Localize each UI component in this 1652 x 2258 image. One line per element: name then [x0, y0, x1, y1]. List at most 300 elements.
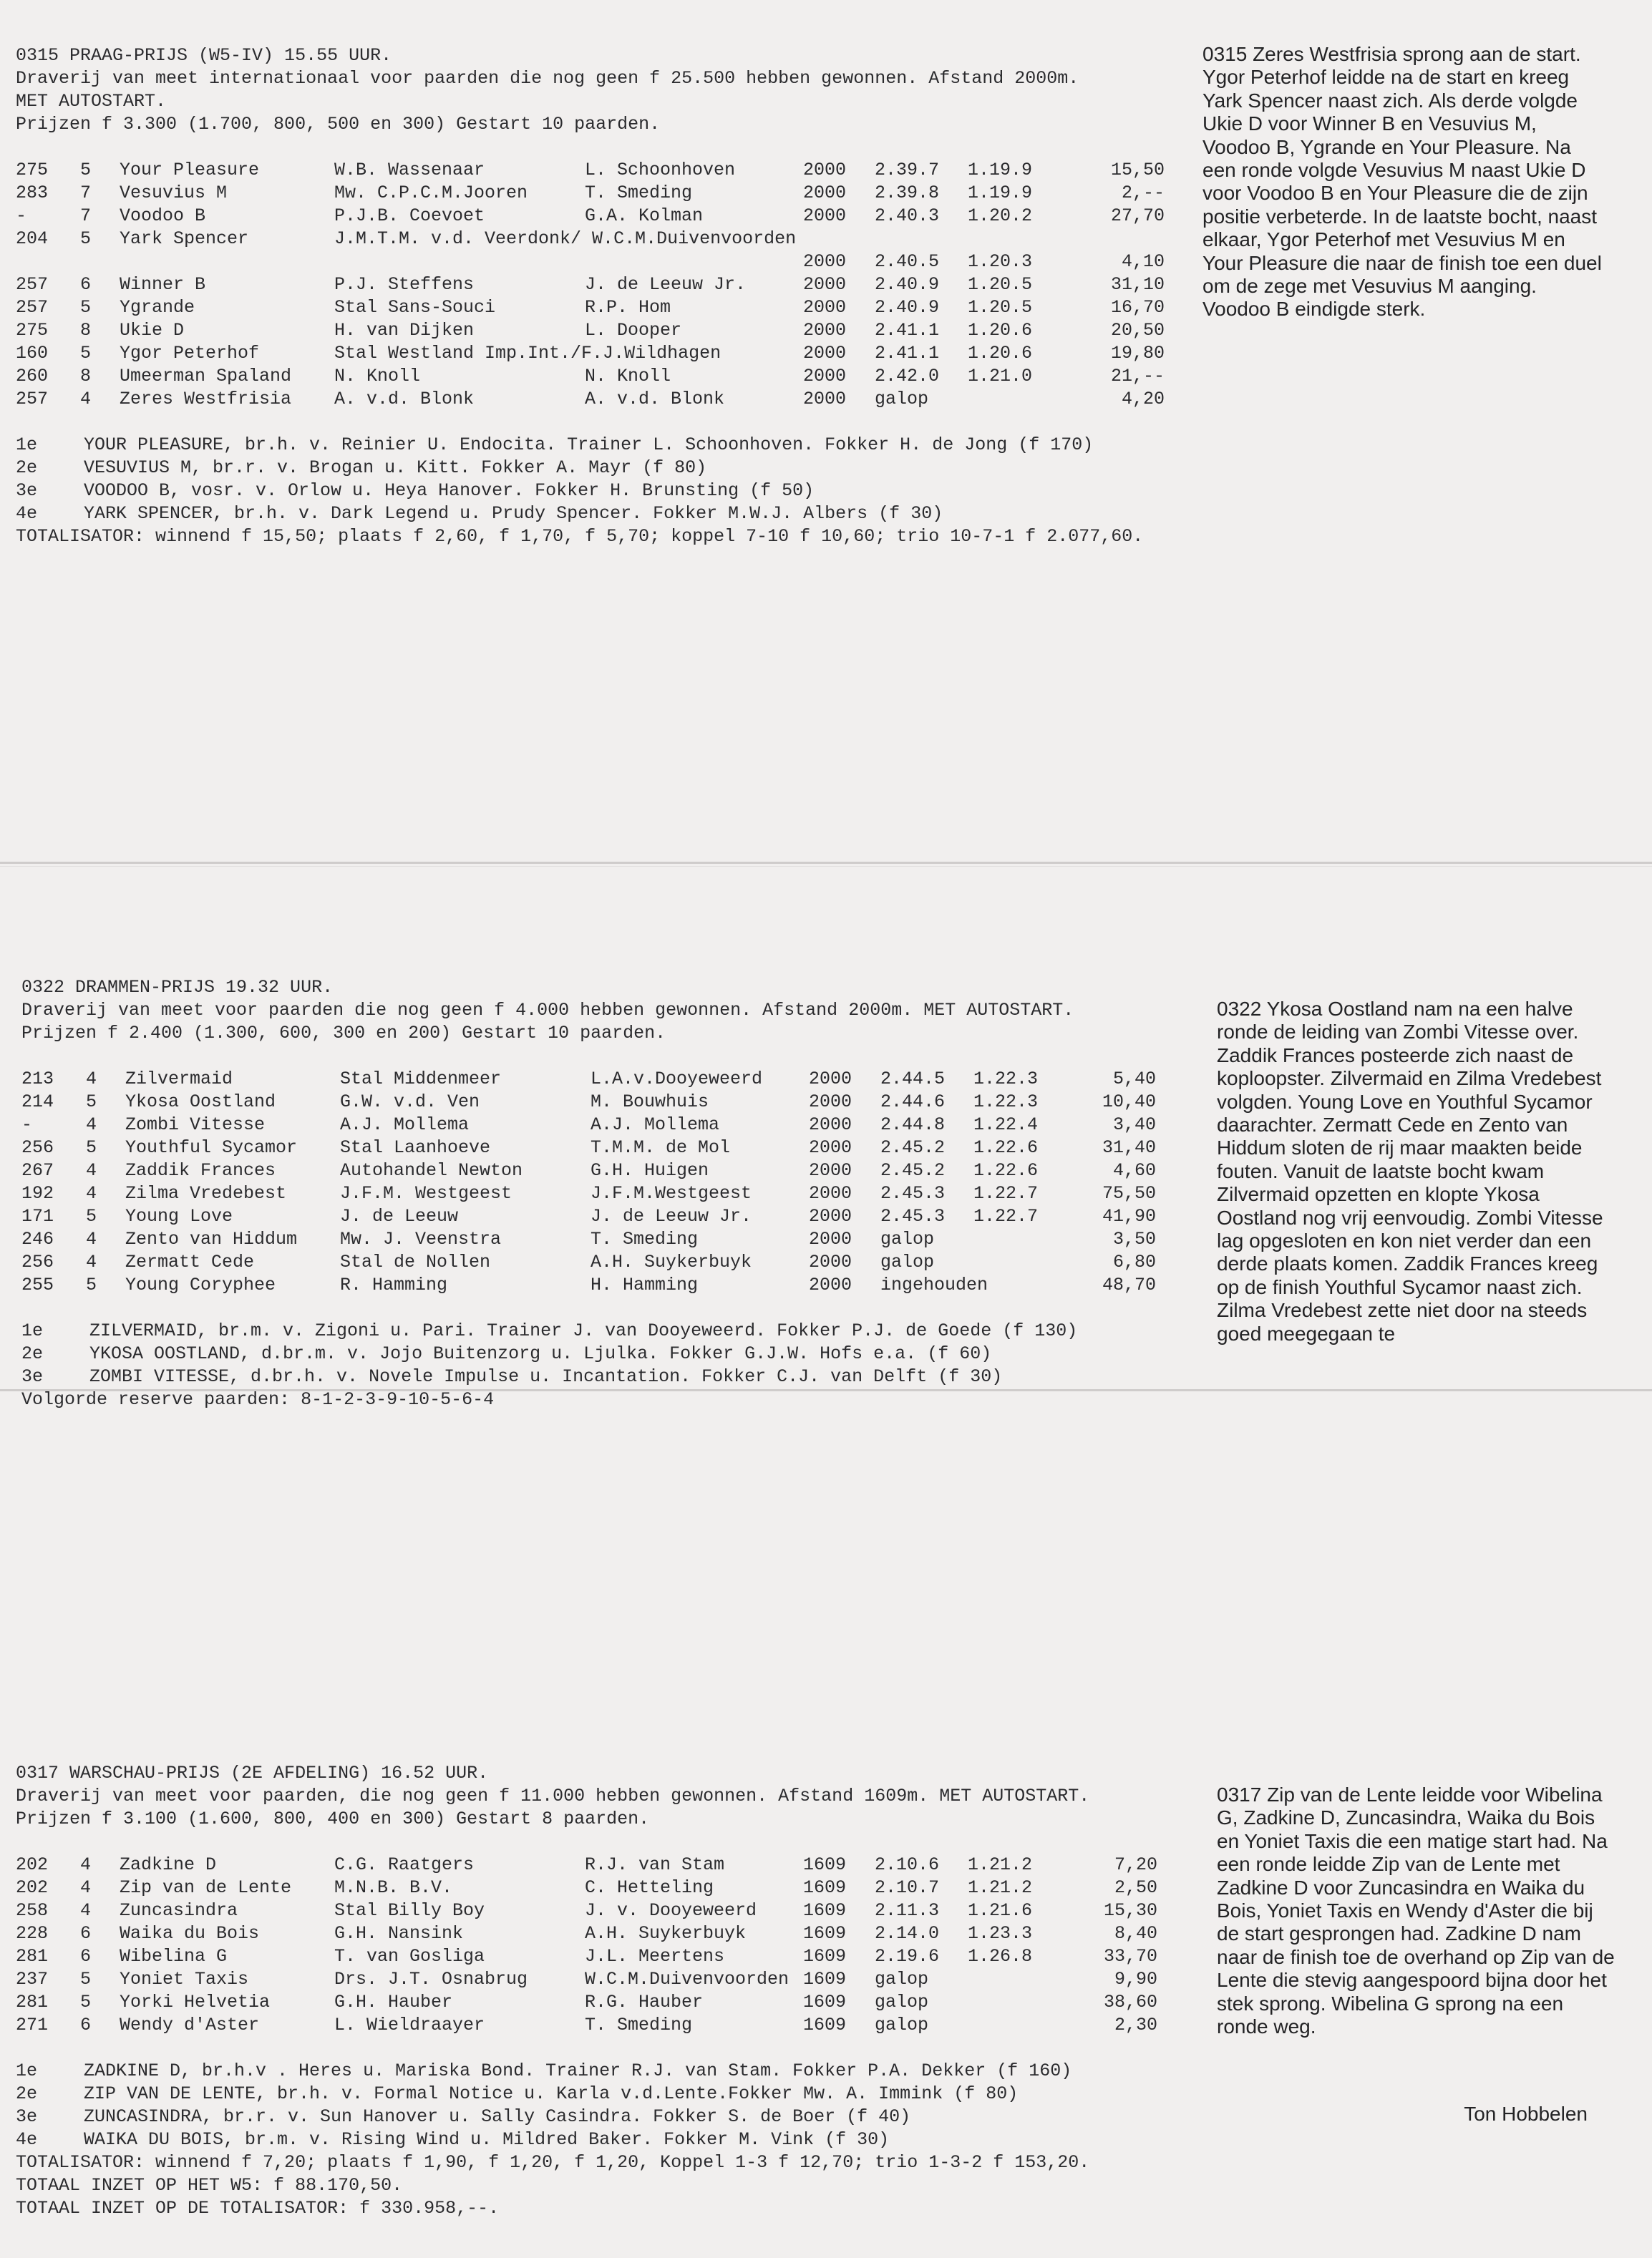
cell-horse: Voodoo B	[120, 205, 206, 226]
reserve-order-line: Volgorde reserve paarden: 8-1-2-3-9-10-5-6-4	[21, 1389, 495, 1410]
cell-owner: Stal Laanhoeve	[340, 1137, 491, 1158]
cell-dist: 2000	[809, 1069, 852, 1089]
cell-horse: Zadkine D	[120, 1854, 217, 1875]
placing-text: ZUNCASINDRA, br.r. v. Sun Hanover u. Sally Casindra. Fokker S. de Boer (f 40)	[84, 2106, 911, 2127]
placing-position: 3e	[21, 1366, 44, 1387]
cell-horse: Ygor Peterhof	[120, 343, 260, 364]
table-row	[21, 1182, 1210, 1205]
cell-horse: Wendy d'Aster	[120, 2015, 260, 2035]
race-0315-report: 0315 Zeres Westfrisia sprong aan de start. Ygor Peterhof leidde na de start en kreeg Yark Spencer naast zich. Als derde volgde Ukie D voor Winner B en Vesuvius M, Voodoo B, Ygrande en Your Pleasure. Na een ronde volgde Vesuvius M naast Ukie D voor Voodoo B en Your Pleasure die de zijn positie verbeterde. In de laatste bocht, naast elkaar, Ygor Peterhof met Vesuvius M en Your Pleasure die naar de finish toe een duel om de zege met Vesuvius M aanging. Voodoo B eindigde sterk.	[1202, 43, 1602, 321]
placing-position: 1e	[21, 1320, 44, 1341]
cell-horse: Ukie D	[120, 320, 185, 341]
cell-horse: Zip van de Lente	[120, 1877, 292, 1898]
cell-num: 202	[16, 1854, 49, 1875]
cell-num: -	[21, 1114, 33, 1135]
cell-owner: Stal Westland Imp.Int./F.J.Wildhagen	[334, 343, 721, 364]
cell-age: 8	[80, 320, 92, 341]
cell-age: 5	[80, 297, 92, 318]
cell-owner: Stal Billy Boy	[334, 1900, 485, 1921]
cell-age: 4	[80, 1900, 92, 1921]
cell-dist: 1609	[803, 1877, 847, 1898]
placing-row	[21, 1366, 1210, 1388]
cell-dist: 2000	[803, 389, 847, 409]
cell-km: 1.21.2	[968, 1877, 1033, 1898]
cell-time: 2.42.0	[875, 366, 940, 386]
cell-age: 4	[80, 389, 92, 409]
race-header-line: Draverij van meet internationaal voor paarden die nog geen f 25.500 hebben gewonnen. Afstand 2000m.	[16, 68, 1079, 89]
cell-age: 4	[86, 1114, 97, 1135]
cell-dist: 2000	[803, 251, 847, 272]
race-0317-report: 0317 Zip van de Lente leidde voor Wibelina G, Zadkine D, Zuncasindra, Waika du Bois en Yoniet Taxis die een matige start had. Na een ronde leidde Zip van de Lente met Zadkine D voor Zuncasindra en Waika du Bois, Yoniet Taxis en Wendy d'Aster die bij de start gesprongen had. Zadkine D nam naar de finish toe de overhand op Zip van de Lente die stevig aangespoord bijna door het stek sprong. Wibelina G sprong na een ronde weg.	[1217, 1783, 1615, 2038]
placing-position: 3e	[16, 480, 38, 501]
paper-fold-top	[0, 862, 1652, 864]
results-table	[21, 1068, 1210, 1297]
cell-time: 2.44.6	[880, 1091, 946, 1112]
cell-odds: 3,50	[1112, 1229, 1156, 1250]
race-header-line: 0322 DRAMMEN-PRIJS 19.32 UUR.	[21, 977, 334, 998]
cell-num: 202	[16, 1877, 49, 1898]
cell-horse: Your Pleasure	[120, 160, 260, 180]
cell-driver: J. de Leeuw Jr.	[585, 274, 747, 295]
totalisator-line: TOTALISATOR: winnend f 7,20; plaats f 1,90, f 1,20, f 1,20, Koppel 1-3 f 12,70; trio 1-3-2 f 153,20.	[16, 2152, 1090, 2173]
cell-time: 2.39.7	[875, 160, 940, 180]
cell-horse: Winner B	[120, 274, 206, 295]
cell-km: 1.20.5	[968, 274, 1033, 295]
cell-time: 2.45.3	[880, 1183, 946, 1204]
table-row	[21, 1274, 1210, 1297]
placing-text: YOUR PLEASURE, br.h. v. Reinier U. Endocita. Trainer L. Schoonhoven. Fokker H. de Jong (f 170)	[84, 434, 1094, 455]
cell-dist: 2000	[803, 160, 847, 180]
cell-odds: 27,70	[1110, 205, 1165, 226]
cell-age: 7	[80, 205, 92, 226]
cell-time: ingehouden	[880, 1275, 988, 1295]
total-stake-line: TOTAAL INZET OP DE TOTALISATOR: f 330.958,--.	[16, 2198, 500, 2219]
cell-owner: Stal de Nollen	[340, 1252, 491, 1272]
cell-owner: Stal Sans-Souci	[334, 297, 496, 318]
cell-horse: Zaddik Frances	[125, 1160, 276, 1181]
race-0322-report: 0322 Ykosa Oostland nam na een halve ronde de leiding van Zombi Vitesse over. Zaddik Frances posteerde zich naast de koploopster. Zilvermaid en Zilma Vredebest volgden. Young Love en Youthful Sycamor daarachter. Zermatt Cede en Zento van Hiddum sloten de rij maar maakten beide fouten. Vanuit de laatste bocht kwam Zilvermaid opzetten en klopte Ykosa Oostland nog vrij eenvoudig. Zombi Vitesse lag opgesloten en kon niet verder dan een derde plaats komen. Zaddik Frances kreeg op de finish Youthful Sycamor naast zich. Zilma Vredebest zette niet door na steeds goed meegegaan te	[1217, 998, 1603, 1345]
placings-list	[16, 434, 1218, 525]
cell-km: 1.22.6	[973, 1160, 1039, 1181]
cell-dist: 2000	[809, 1252, 852, 1272]
cell-dist: 2000	[803, 274, 847, 295]
cell-odds: 15,30	[1103, 1900, 1157, 1921]
placing-position: 1e	[16, 2060, 38, 2081]
race-header-line: Draverij van meet voor paarden die nog geen f 4.000 hebben gewonnen. Afstand 2000m. MET AUTOSTART.	[21, 1000, 1074, 1021]
table-row	[21, 1205, 1210, 1228]
cell-horse: Wibelina G	[120, 1946, 228, 1967]
table-row	[16, 182, 1218, 205]
cell-dist: 2000	[809, 1160, 852, 1181]
placing-position: 2e	[16, 2083, 38, 2104]
table-row	[21, 1137, 1210, 1159]
placings-list	[21, 1320, 1210, 1388]
race-header-line: Prijzen f 3.100 (1.600, 800, 400 en 300) Gestart 8 paarden.	[16, 1809, 650, 1829]
cell-time: 2.40.9	[875, 297, 940, 318]
cell-horse: Zuncasindra	[120, 1900, 238, 1921]
cell-driver: L.A.v.Dooyeweerd	[591, 1069, 763, 1089]
cell-dist: 1609	[803, 1854, 847, 1875]
table-row	[16, 1854, 1211, 1877]
race-header-line: MET AUTOSTART.	[16, 91, 167, 112]
cell-dist: 1609	[803, 2015, 847, 2035]
cell-num: 281	[16, 1992, 49, 2013]
cell-time: 2.45.3	[880, 1206, 946, 1227]
placing-row	[16, 2128, 1211, 2151]
cell-horse: Umeerman Spaland	[120, 366, 292, 386]
cell-horse: Yoniet Taxis	[120, 1969, 249, 1990]
cell-km: 1.22.3	[973, 1069, 1039, 1089]
cell-km: 1.22.3	[973, 1091, 1039, 1112]
cell-km: 1.21.0	[968, 366, 1033, 386]
cell-odds: 15,50	[1110, 160, 1165, 180]
cell-driver: C. Hetteling	[585, 1877, 714, 1898]
cell-odds: 4,10	[1121, 251, 1165, 272]
placing-row	[16, 2060, 1211, 2083]
cell-horse: Zilma Vredebest	[125, 1183, 287, 1204]
cell-time: 2.45.2	[880, 1137, 946, 1158]
cell-driver: R.J. van Stam	[585, 1854, 725, 1875]
cell-odds: 31,10	[1110, 274, 1165, 295]
cell-driver: N. Knoll	[585, 366, 671, 386]
cell-horse: Waika du Bois	[120, 1923, 260, 1944]
cell-driver: M. Bouwhuis	[591, 1091, 709, 1112]
cell-time: 2.45.2	[880, 1160, 946, 1181]
cell-time: galop	[880, 1229, 935, 1250]
cell-owner: Mw. J. Veenstra	[340, 1229, 502, 1250]
placing-row	[16, 2083, 1211, 2106]
cell-owner: L. Wieldraayer	[334, 2015, 485, 2035]
placing-row	[16, 502, 1218, 525]
placing-position: 4e	[16, 2129, 38, 2150]
placing-position: 3e	[16, 2106, 38, 2127]
table-row	[16, 228, 1218, 250]
cell-dist: 2000	[809, 1229, 852, 1250]
cell-horse: Youthful Sycamor	[125, 1137, 298, 1158]
cell-age: 4	[86, 1229, 97, 1250]
cell-num: 171	[21, 1206, 54, 1227]
placing-text: VESUVIUS M, br.r. v. Brogan u. Kitt. Fokker A. Mayr (f 80)	[84, 457, 707, 478]
cell-num: 271	[16, 2015, 49, 2035]
cell-horse: Vesuvius M	[120, 183, 228, 203]
cell-age: 5	[86, 1137, 97, 1158]
cell-num: 228	[16, 1923, 49, 1944]
table-row	[16, 365, 1218, 388]
cell-time: 2.14.0	[875, 1923, 940, 1944]
placing-text: ZILVERMAID, br.m. v. Zigoni u. Pari. Trainer J. van Dooyeweerd. Fokker P.J. de Goede (f 130)	[89, 1320, 1078, 1341]
table-row	[16, 319, 1218, 342]
cell-age: 5	[80, 1992, 92, 2013]
table-row	[16, 1945, 1211, 1968]
cell-num: 257	[16, 297, 49, 318]
race-0315-results	[16, 44, 1218, 548]
cell-age: 4	[86, 1160, 97, 1181]
cell-driver: A.H. Suykerbuyk	[585, 1923, 747, 1944]
cell-km: 1.22.6	[973, 1137, 1039, 1158]
cell-num: 246	[21, 1229, 54, 1250]
cell-num: 237	[16, 1969, 49, 1990]
cell-num: 192	[21, 1183, 54, 1204]
total-stake-w5-line: TOTAAL INZET OP HET W5: f 88.170,50.	[16, 2175, 403, 2196]
cell-horse: Zombi Vitesse	[125, 1114, 266, 1135]
cell-km: 1.21.6	[968, 1900, 1033, 1921]
cell-owner: N. Knoll	[334, 366, 421, 386]
cell-time: 2.40.3	[875, 205, 940, 226]
cell-time: 2.11.3	[875, 1900, 940, 1921]
cell-age: 5	[86, 1206, 97, 1227]
cell-odds: 9,90	[1114, 1969, 1157, 1990]
cell-driver: T. Smeding	[591, 1229, 699, 1250]
cell-km: 1.19.9	[968, 160, 1033, 180]
cell-odds: 2,--	[1121, 183, 1165, 203]
table-row	[16, 1991, 1211, 2014]
cell-time: 2.10.6	[875, 1854, 940, 1875]
table-row	[16, 273, 1218, 296]
cell-dist: 2000	[809, 1091, 852, 1112]
cell-owner: G.H. Nansink	[334, 1923, 464, 1944]
cell-age: 8	[80, 366, 92, 386]
cell-owner: G.W. v.d. Ven	[340, 1091, 480, 1112]
cell-odds: 3,40	[1112, 1114, 1156, 1135]
placing-row	[16, 434, 1218, 457]
table-row	[16, 1968, 1211, 1991]
placing-row	[21, 1343, 1210, 1366]
cell-age: 7	[80, 183, 92, 203]
race-header-line: Prijzen f 3.300 (1.700, 800, 500 en 300) Gestart 10 paarden.	[16, 114, 661, 135]
cell-owner: J. de Leeuw	[340, 1206, 459, 1227]
cell-odds: 41,90	[1102, 1206, 1156, 1227]
cell-km: 1.20.6	[968, 343, 1033, 364]
cell-horse: Zilvermaid	[125, 1069, 233, 1089]
placing-text: ZADKINE D, br.h.v . Heres u. Mariska Bond. Trainer R.J. van Stam. Fokker P.A. Dekker (f 160)	[84, 2060, 1072, 2081]
results-table	[16, 1854, 1211, 2037]
placing-row	[16, 480, 1218, 502]
cell-age: 5	[86, 1091, 97, 1112]
paper-fold-top-shadow	[0, 866, 1652, 867]
cell-num: 255	[21, 1275, 54, 1295]
cell-age: 4	[86, 1252, 97, 1272]
cell-driver: T.M.M. de Mol	[591, 1137, 731, 1158]
author-name: Ton Hobbelen	[1464, 2103, 1588, 2125]
cell-time: galop	[875, 1969, 929, 1990]
cell-dist: 2000	[809, 1206, 852, 1227]
table-row	[21, 1251, 1210, 1274]
cell-dist: 2000	[803, 183, 847, 203]
cell-num: 275	[16, 320, 49, 341]
cell-odds: 4,20	[1121, 389, 1165, 409]
cell-owner: P.J.B. Coevoet	[334, 205, 485, 226]
cell-dist: 2000	[809, 1275, 852, 1295]
cell-driver: J. de Leeuw Jr.	[591, 1206, 752, 1227]
cell-km: 1.23.3	[968, 1923, 1033, 1944]
cell-time: 2.40.5	[875, 251, 940, 272]
cell-age: 4	[80, 1854, 92, 1875]
cell-dist: 2000	[803, 343, 847, 364]
cell-owner: P.J. Steffens	[334, 274, 475, 295]
cell-odds: 2,30	[1114, 2015, 1157, 2035]
cell-time: 2.39.8	[875, 183, 940, 203]
cell-km: 1.19.9	[968, 183, 1033, 203]
table-row	[16, 388, 1218, 411]
placing-row	[16, 2106, 1211, 2128]
cell-dist: 1609	[803, 1969, 847, 1990]
cell-odds: 7,20	[1114, 1854, 1157, 1875]
cell-owner: C.G. Raatgers	[334, 1854, 475, 1875]
cell-odds: 16,70	[1110, 297, 1165, 318]
cell-owner: Stal Middenmeer	[340, 1069, 502, 1089]
cell-num: 283	[16, 183, 49, 203]
cell-km: 1.20.6	[968, 320, 1033, 341]
cell-dist: 2000	[803, 205, 847, 226]
cell-odds: 31,40	[1102, 1137, 1156, 1158]
cell-age: 5	[80, 160, 92, 180]
race-0322-results	[21, 976, 1210, 1411]
cell-horse: Zermatt Cede	[125, 1252, 255, 1272]
cell-owner: W.B. Wassenaar	[334, 160, 485, 180]
cell-odds: 2,50	[1114, 1877, 1157, 1898]
cell-num: -	[16, 205, 27, 226]
cell-num: 281	[16, 1946, 49, 1967]
cell-dist: 1609	[803, 1946, 847, 1967]
cell-driver: A. v.d. Blonk	[585, 389, 725, 409]
cell-time: 2.10.7	[875, 1877, 940, 1898]
cell-driver: J. v. Dooyeweerd	[585, 1900, 757, 1921]
table-row	[16, 250, 1218, 273]
cell-time: galop	[880, 1252, 935, 1272]
cell-owner: M.N.B. B.V.	[334, 1877, 453, 1898]
cell-km: 1.20.3	[968, 251, 1033, 272]
cell-owner: Autohandel Newton	[340, 1160, 523, 1181]
cell-dist: 2000	[803, 320, 847, 341]
cell-dist: 2000	[803, 366, 847, 386]
placing-row	[16, 457, 1218, 480]
results-table	[16, 159, 1218, 411]
cell-driver: G.H. Huigen	[591, 1160, 709, 1181]
cell-age: 4	[86, 1069, 97, 1089]
cell-odds: 20,50	[1110, 320, 1165, 341]
cell-time: 2.44.5	[880, 1069, 946, 1089]
cell-num: 256	[21, 1252, 54, 1272]
table-row	[16, 342, 1218, 365]
cell-horse: Young Coryphee	[125, 1275, 276, 1295]
cell-time: 2.19.6	[875, 1946, 940, 1967]
race-header-line: 0317 WARSCHAU-PRIJS (2E AFDELING) 16.52 UUR.	[16, 1763, 489, 1783]
cell-km: 1.20.2	[968, 205, 1033, 226]
cell-driver: J.L. Meertens	[585, 1946, 725, 1967]
cell-age: 5	[80, 343, 92, 364]
cell-time: galop	[875, 2015, 929, 2035]
placing-text: ZIP VAN DE LENTE, br.h. v. Formal Notice u. Karla v.d.Lente.Fokker Mw. A. Immink (f 80)	[84, 2083, 1019, 2104]
race-header-line: Draverij van meet voor paarden, die nog geen f 11.000 hebben gewonnen. Afstand 1609m. MET AUTOSTART.	[16, 1786, 1090, 1806]
cell-time: galop	[875, 389, 929, 409]
placing-position: 2e	[16, 457, 38, 478]
cell-owner: G.H. Hauber	[334, 1992, 453, 2013]
cell-horse: Yorki Helvetia	[120, 1992, 271, 2013]
cell-dist: 2000	[809, 1183, 852, 1204]
cell-odds: 33,70	[1103, 1946, 1157, 1967]
placing-position: 4e	[16, 503, 38, 524]
table-row	[21, 1091, 1210, 1114]
cell-dist: 1609	[803, 1900, 847, 1921]
cell-odds: 4,60	[1112, 1160, 1156, 1181]
placing-position: 2e	[21, 1343, 44, 1364]
cell-dist: 2000	[809, 1137, 852, 1158]
cell-owner: A.J. Mollema	[340, 1114, 470, 1135]
table-row	[21, 1228, 1210, 1251]
cell-odds: 21,--	[1110, 366, 1165, 386]
table-row	[16, 159, 1218, 182]
placing-text: VOODOO B, vosr. v. Orlow u. Heya Hanover. Fokker H. Brunsting (f 50)	[84, 480, 815, 501]
cell-dist: 2000	[809, 1114, 852, 1135]
cell-odds: 6,80	[1112, 1252, 1156, 1272]
cell-num: 160	[16, 343, 49, 364]
cell-driver: H. Hamming	[591, 1275, 699, 1295]
race-header-line: 0315 PRAAG-PRIJS (W5-IV) 15.55 UUR.	[16, 45, 392, 66]
placing-text: YARK SPENCER, br.h. v. Dark Legend u. Prudy Spencer. Fokker M.W.J. Albers (f 30)	[84, 503, 943, 524]
cell-age: 5	[80, 1969, 92, 1990]
cell-driver: L. Schoonhoven	[585, 160, 736, 180]
placing-text: WAIKA DU BOIS, br.m. v. Rising Wind u. Mildred Baker. Fokker M. Vink (f 30)	[84, 2129, 890, 2150]
placing-text: ZOMBI VITESSE, d.br.h. v. Novele Impulse u. Incantation. Fokker C.J. van Delft (f 30)	[89, 1366, 1003, 1387]
cell-driver: T. Smeding	[585, 2015, 693, 2035]
cell-odds: 48,70	[1102, 1275, 1156, 1295]
race-header-line: Prijzen f 2.400 (1.300, 600, 300 en 200) Gestart 10 paarden.	[21, 1023, 666, 1043]
cell-num: 267	[21, 1160, 54, 1181]
cell-horse: Young Love	[125, 1206, 233, 1227]
cell-driver: J.F.M.Westgeest	[591, 1183, 752, 1204]
cell-num: 213	[21, 1069, 54, 1089]
cell-num: 256	[21, 1137, 54, 1158]
cell-age: 4	[80, 1877, 92, 1898]
cell-age: 6	[80, 1923, 92, 1944]
cell-odds: 19,80	[1110, 343, 1165, 364]
cell-owner: J.M.T.M. v.d. Veerdonk/ W.C.M.Duivenvoorden	[334, 228, 797, 249]
cell-owner: R. Hamming	[340, 1275, 448, 1295]
totalisator-line: TOTALISATOR: winnend f 15,50; plaats f 2,60, f 1,70, f 5,70; koppel 7-10 f 10,60; trio 10-7-1 f 2.077,60.	[16, 526, 1144, 547]
cell-km: 1.22.7	[973, 1183, 1039, 1204]
cell-num: 257	[16, 274, 49, 295]
cell-driver: L. Dooper	[585, 320, 682, 341]
cell-num: 275	[16, 160, 49, 180]
cell-owner: A. v.d. Blonk	[334, 389, 475, 409]
cell-owner: Mw. C.P.C.M.Jooren	[334, 183, 528, 203]
cell-driver: W.C.M.Duivenvoorden	[585, 1969, 789, 1990]
cell-odds: 38,60	[1103, 1992, 1157, 2013]
placing-text: YKOSA OOSTLAND, d.br.m. v. Jojo Buitenzorg u. Ljulka. Fokker G.J.W. Hofs e.a. (f 60)	[89, 1343, 992, 1364]
placings-list	[16, 2060, 1211, 2151]
cell-num: 258	[16, 1900, 49, 1921]
cell-km: 1.20.5	[968, 297, 1033, 318]
cell-odds: 8,40	[1114, 1923, 1157, 1944]
cell-num: 204	[16, 228, 49, 249]
cell-age: 5	[80, 228, 92, 249]
cell-owner: H. van Dijken	[334, 320, 475, 341]
cell-horse: Yark Spencer	[120, 228, 249, 249]
cell-odds: 5,40	[1112, 1069, 1156, 1089]
race-0317-results	[16, 1762, 1211, 2220]
cell-km: 1.21.2	[968, 1854, 1033, 1875]
cell-driver: R.G. Hauber	[585, 1992, 704, 2013]
cell-horse: Zeres Westfrisia	[120, 389, 292, 409]
cell-age: 6	[80, 274, 92, 295]
table-row	[21, 1068, 1210, 1091]
cell-horse: Ykosa Oostland	[125, 1091, 276, 1112]
cell-owner: T. van Gosliga	[334, 1946, 485, 1967]
cell-driver: T. Smeding	[585, 183, 693, 203]
cell-driver: R.P. Hom	[585, 297, 671, 318]
cell-age: 6	[80, 1946, 92, 1967]
cell-time: 2.44.8	[880, 1114, 946, 1135]
